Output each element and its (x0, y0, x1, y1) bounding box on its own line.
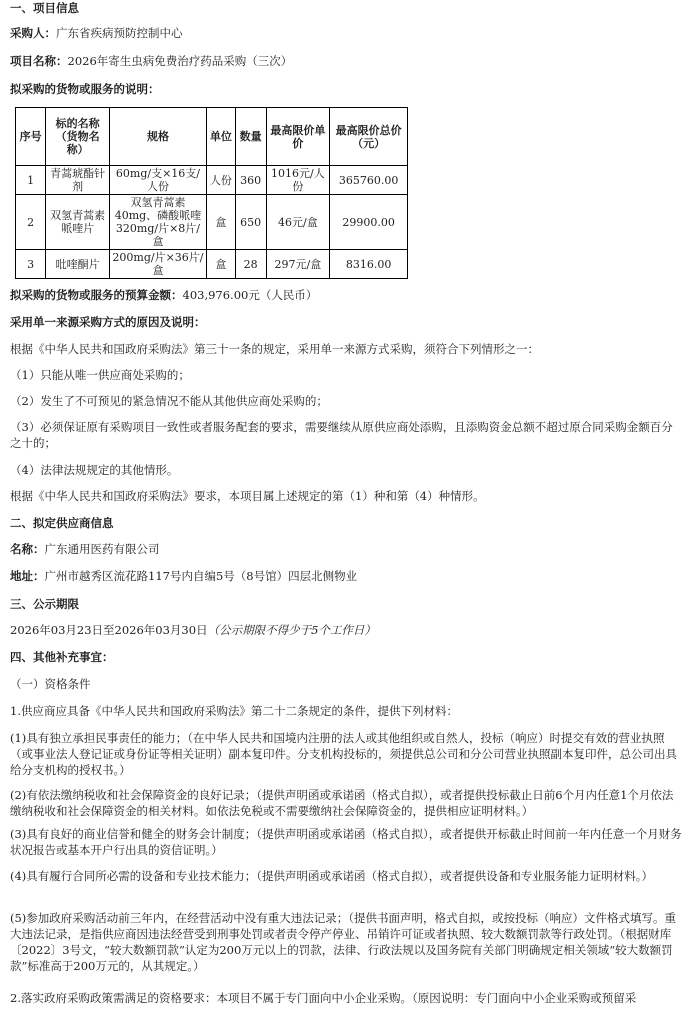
qualification-item (10, 826, 683, 858)
project-value: 2026年寄生虫病免费治疗药品采购（三次） (67, 54, 293, 68)
cell-index: 3 (16, 250, 46, 279)
section-heading-period: 三、公示期限 (10, 597, 79, 611)
header-spec: 规格 (110, 108, 207, 166)
purchaser-label: 采购人： (10, 26, 56, 40)
reason-heading: 采用单一来源采购方式的原因及说明： (10, 315, 206, 329)
cell-unit: 盒 (206, 250, 235, 279)
header-index: 序号 (16, 108, 46, 166)
reason-conclusion: 根据《中华人民共和国政府采购法》要求，本项目属上述规定的第（1）种和第（4）种情形。 (10, 489, 485, 503)
qualification-detail: （在中华人民共和国境内注册的法人或其他组织或自然人，投标（响应）时提交有效的营业执照（或事业法人登记证或身份证等相关证明）副本复印件。分支机构投标的，须提供总公司和分公司营业执照副本复印件，总公司出具给分支机构的授权书。） (10, 731, 677, 777)
goods-table (15, 107, 408, 279)
qualification-intro: 1.供应商应具备《中华人民共和国政府采购法》第二十二条规定的条件，提供下列材料： (10, 704, 458, 718)
cell-name: 青蒿琥酯针剂 (46, 166, 110, 195)
project-label: 项目名称： (10, 54, 68, 68)
header-name: 标的名称（货物名称） (46, 108, 110, 166)
qualification-main: (2)有依法缴纳税收和社会保障资金的良好记录； (10, 788, 257, 802)
cell-unit: 盒 (206, 195, 235, 250)
budget-line (10, 287, 683, 303)
cell-total: 365760.00 (330, 166, 408, 195)
table-header-row (16, 108, 408, 166)
purchaser-line (10, 25, 683, 41)
table-row (16, 166, 408, 195)
cell-name: 吡喹酮片 (46, 250, 110, 279)
supplier-name-line (10, 541, 683, 557)
header-qty: 数量 (235, 108, 266, 166)
cell-price: 1016元/人份 (266, 166, 330, 195)
budget-value: 403,976.00元（人民币） (182, 288, 318, 302)
cell-qty: 360 (235, 166, 266, 195)
cell-unit: 人份 (206, 166, 235, 195)
header-max-total: 最高限价总价（元） (330, 108, 408, 166)
qualification-detail: （提供声明函或承诺函（格式自拟），或者提供开标截止时间前一年内任意一个月财务状况报告或基本开户行出具的资信证明。） (10, 827, 682, 857)
header-max-unit-price: 最高限价单价 (266, 108, 330, 166)
qualification-heading: （一）资格条件 (10, 677, 91, 691)
qualification-item (10, 910, 683, 974)
cell-index: 2 (16, 195, 46, 250)
purchaser-value: 广东省疾病预防控制中心 (56, 26, 183, 40)
cell-spec: 双氢青蒿素40mg、磷酸哌喹320mg/片×8片/盒 (110, 195, 207, 250)
cell-spec: 200mg/片×36片/盒 (110, 250, 207, 279)
reason-item: （3）必须保证原有采购项目一致性或者服务配套的要求，需要继续从原供应商处添购，且添购资金总额不超过原合同采购金额百分之十的； (10, 420, 673, 450)
qualification-detail: （提供声明函或承诺函（格式自拟），或者提供设备和专业服务能力证明材料。） (256, 869, 654, 883)
qualification-main: (5)参加政府采购活动前三年内，在经营活动中没有重大违法记录； (10, 911, 349, 925)
cell-spec: 60mg/支×16支/人份 (110, 166, 207, 195)
section-heading-other: 四、其他补充事宜： (10, 650, 114, 664)
cell-total: 29900.00 (330, 195, 408, 250)
goods-intro: 拟采购的货物或服务的说明： (10, 82, 160, 96)
section-heading-project-info: 一、项目信息 (10, 1, 79, 15)
qualification-main: (1)具有独立承担民事责任的能力； (10, 731, 188, 745)
reason-item: （2）发生了不可预见的紧急情况不能从其他供应商处采购的； (10, 394, 328, 408)
period-dates: 2026年03月23日至2026年03月30日 (10, 623, 208, 637)
reason-intro: 根据《中华人民共和国政府采购法》第三十一条的规定，采用单一来源方式采购，须符合下列情形之一： (10, 342, 539, 356)
qualification-detail: （提供声明函或承诺函（格式自拟），或者提供投标截止日前6个月内任意1个月依法缴纳税收和社会保障资金的相关材料。如依法免税或不需要缴纳社会保障资金的，提供相应证明材料。） (10, 788, 674, 818)
reason-item: （4）法律法规规定的其他情形。 (10, 463, 179, 477)
qualification-main: (3)具有良好的商业信誉和健全的财务会计制度； (10, 827, 257, 841)
qualification-item (10, 787, 683, 819)
cell-total: 8316.00 (330, 250, 408, 279)
table-row (16, 195, 408, 250)
supplier-name-label: 名称： (10, 542, 45, 556)
cell-qty: 650 (235, 195, 266, 250)
policy-requirement-detail: 本项目不属于专门面向中小企业采购。（原因说明：专门面向中小企业采购或预留采 (216, 991, 637, 1005)
section-heading-supplier: 二、拟定供应商信息 (10, 516, 114, 530)
period-note: （公示期限不得少于5个工作日） (207, 623, 376, 637)
cell-index: 1 (16, 166, 46, 195)
table-row (16, 250, 408, 279)
qualification-item (10, 868, 683, 884)
supplier-address-label: 地址： (10, 569, 45, 583)
policy-requirement-main: 2.落实政府采购政策需满足的资格要求： (10, 991, 217, 1005)
budget-label: 拟采购的货物或服务的预算金额： (10, 288, 183, 302)
period-line (10, 622, 683, 638)
qualification-detail: （提供书面声明，格式自拟，或按投标（响应）文件格式填写。重大违法记录，是指供应商因违法经营受到刑事处罚或者责令停产停业、吊销许可证或者执照、较大数额罚款等行政处罚。（根据财库〔2022〕3号文，“较大数额罚款”认定为200万元以上的罚款，法律、行政法规以及国务院有关部门明确规定相关领域“较大数额罚款”标准高于200万元的，从其规定。） (10, 911, 677, 973)
policy-requirement (10, 990, 683, 1006)
project-line (10, 53, 683, 69)
qualification-main: (4)具有履行合同所必需的设备和专业技术能力； (10, 869, 257, 883)
reason-item: （1）只能从唯一供应商处采购的； (10, 368, 190, 382)
cell-price: 46元/盒 (266, 195, 330, 250)
cell-qty: 28 (235, 250, 266, 279)
cell-price: 297元/盒 (266, 250, 330, 279)
supplier-address-line (10, 568, 683, 584)
qualification-item (10, 730, 683, 778)
supplier-address: 广州市越秀区流花路117号内自编5号（8号馆）四层北侧物业 (44, 569, 358, 583)
header-unit: 单位 (206, 108, 235, 166)
supplier-name: 广东通用医药有限公司 (44, 542, 160, 556)
cell-name: 双氢青蒿素哌喹片 (46, 195, 110, 250)
